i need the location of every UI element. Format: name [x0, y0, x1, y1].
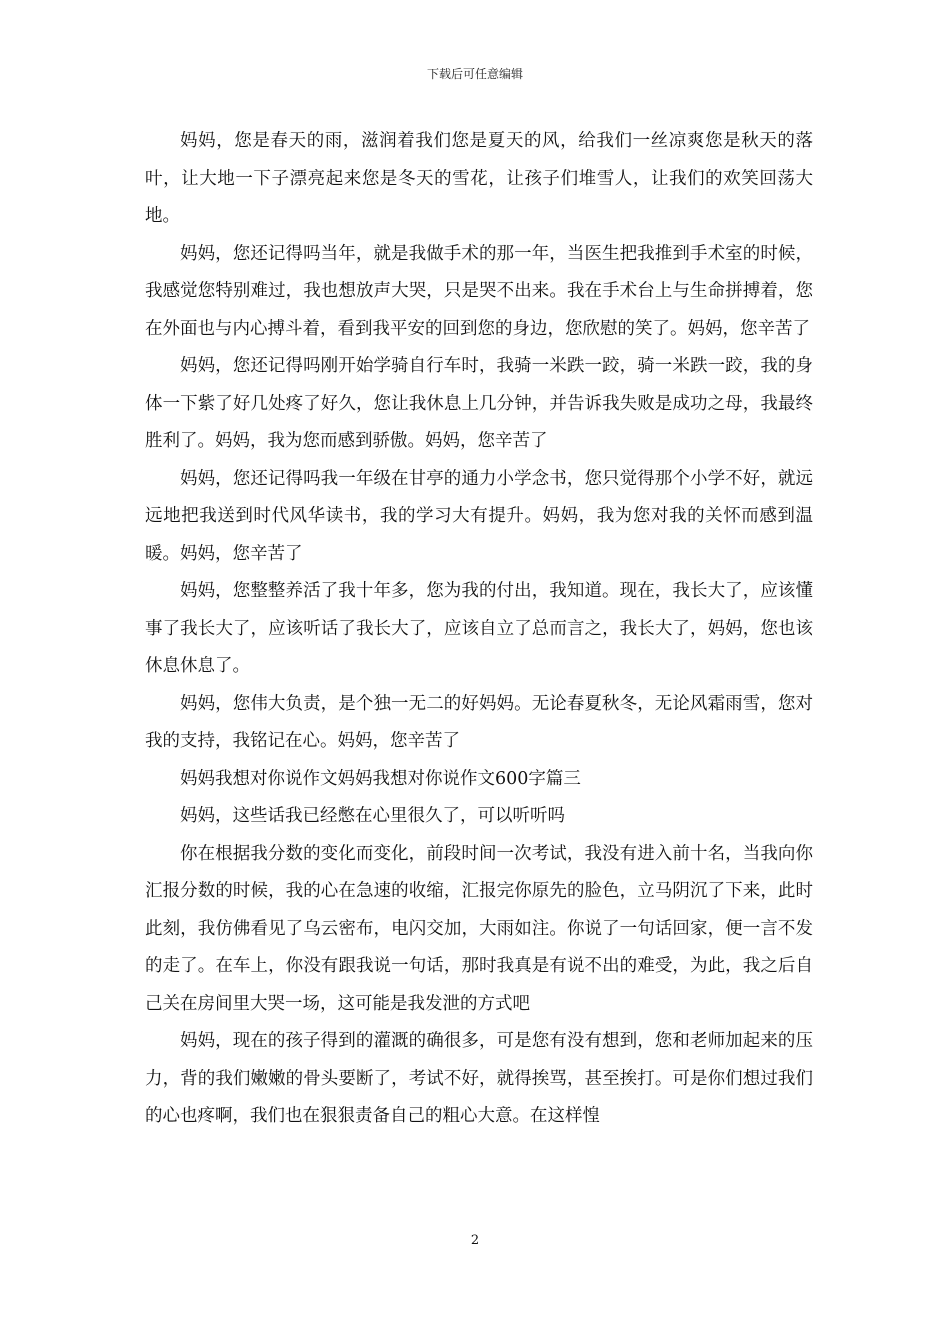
paragraph: 妈妈，现在的孩子得到的灌溉的确很多，可是您有没有想到，您和老师加起来的压力，背的我们嫩嫩的骨头要断了，考试不好，就得挨骂，甚至挨打。可是你们想过我们的心也疼啊，我们也在狠狠责备自己的粗心大意。在这样惶 — [145, 1031, 813, 1126]
paragraph: 妈妈，您还记得吗当年，就是我做手术的那一年，当医生把我推到手术室的时候，我感觉您特别难过，我也想放声大哭，只是哭不出来。我在手术台上与生命拼搏着，您在外面也与内心搏斗着，看到我平安的回到您的身边，您欣慰的笑了。妈妈，您辛苦了 — [145, 243, 813, 339]
section-title: 妈妈我想对你说作文妈妈我想对你说作文600字篇三 — [180, 768, 581, 789]
paragraph: 你在根据我分数的变化而变化，前段时间一次考试，我没有进入前十名，当我向你汇报分数的时候，我的心在急速的收缩，汇报完你原先的脸色，立马阴沉了下来，此时此刻，我仿佛看见了乌云密布，电闪交加，大雨如注。你说了一句话回家，便一言不发的走了。在车上，你没有跟我说一句话，那时我真是有说不出的难受，为此，我之后自己关在房间里大哭一场，这可能是我发泄的方式吧 — [145, 843, 813, 1014]
paragraph: 妈妈，您伟大负责，是个独一无二的好妈妈。无论春夏秋冬，无论风霜雨雪，您对我的支持，我铭记在心。妈妈，您辛苦了 — [145, 693, 813, 751]
document-body — [145, 123, 813, 1136]
page-header-note: 下载后可任意编辑 — [426, 67, 523, 81]
page-number: 2 — [470, 1233, 480, 1248]
paragraph: 妈妈，您是春天的雨，滋润着我们您是夏天的风，给我们一丝凉爽您是秋天的落叶，让大地一下子漂亮起来您是冬天的雪花，让孩子们堆雪人，让我们的欢笑回荡大地。 — [145, 131, 813, 226]
paragraph: 妈妈，您还记得吗我一年级在甘亭的通力小学念书，您只觉得那个小学不好，就远远地把我送到时代风华读书，我的学习大有提升。妈妈，我为您对我的关怀而感到温暖。妈妈，您辛苦了 — [145, 468, 813, 564]
paragraph: 妈妈，您还记得吗刚开始学骑自行车时，我骑一米跌一跤，骑一米跌一跤，我的身体一下紫了好几处疼了好久，您让我休息上几分钟，并告诉我失败是成功之母，我最终胜利了。妈妈，我为您而感到骄傲。妈妈，您辛苦了 — [145, 356, 813, 451]
paragraph: 妈妈，这些话我已经憋在心里很久了，可以听听吗 — [180, 806, 565, 826]
paragraph: 妈妈，您整整养活了我十年多，您为我的付出，我知道。现在，我长大了，应该懂事了我长大了，应该听话了我长大了，应该自立了总而言之，我长大了，妈妈，您也该休息休息了。 — [145, 581, 813, 676]
